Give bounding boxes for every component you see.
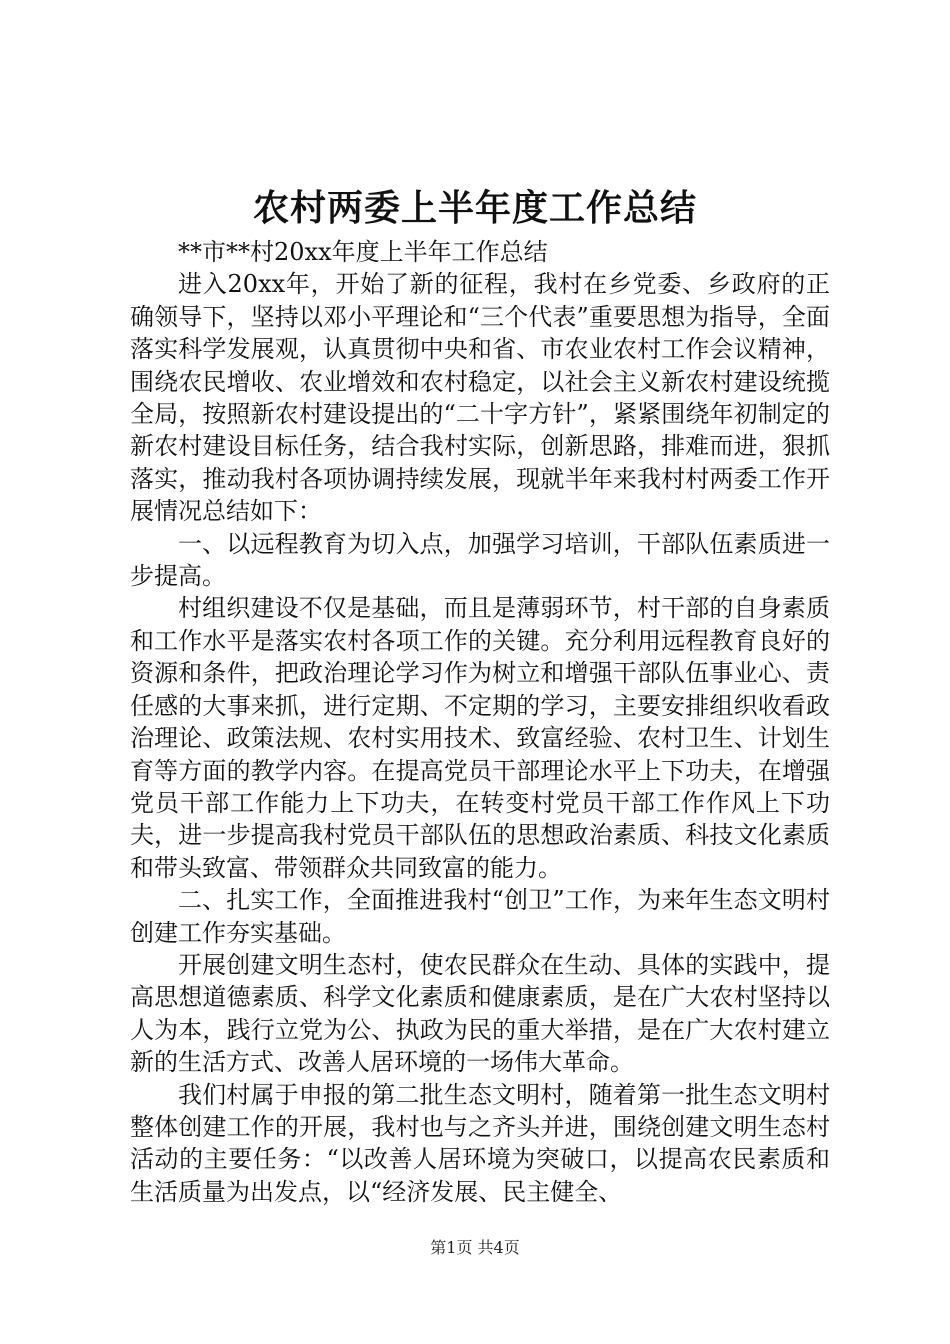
section-heading-1: 一、以远程教育为切入点，加强学习培训，干部队伍素质进一步提高。 [130,529,830,591]
body-paragraph: 我们村属于申报的第二批生态文明村，随着第一批生态文明村整体创建工作的开展，我村也与之齐头并进，围绕创建文明生态村活动的主要任务：“以改善人居环境为突破口，以提高农民素质和生活质量为出发点，以“经济发展、民主健全、 [130,1080,830,1206]
intro-paragraph: 进入20xx年，开始了新的征程，我村在乡党委、乡政府的正确领导下，坚持以邓小平理论和“三个代表”重要思想为指导，全面落实科学发展观，认真贯彻中央和省、市农业农村工作会议精神，围绕农民增收、农业增效和农村稳定，以社会主义新农村建设统揽全局，按照新农村建设提出的“二十字方针”，紧紧围绕年初制定的新农村建设目标任务，结合我村实际，创新思路，排难而进，狠抓落实，推动我村各项协调持续发展，现就半年来我村村两委工作开展情况总结如下： [130,270,830,526]
document-title: 农村两委上半年度工作总结 [252,187,697,229]
body-paragraph: 村组织建设不仅是基础，而且是薄弱环节，村干部的自身素质和工作水平是落实农村各项工作的关键。充分利用远程教育良好的资源和条件，把政治理论学习作为树立和增强干部队伍事业心、责任感的大事来抓，进行定期、不定期的学习，主要安排组织收看政治理论、政策法规、农村实用技术、致富经验、农村卫生、计划生育等方面的教学内容。在提高党员干部理论水平上下功夫，在增强党员干部工作能力上下功夫，在转变村党员干部工作作风上下功夫，进一步提高我村党员干部队伍的思想政治素质、科技文化素质和带头致富、带领群众共同致富的能力。 [130,594,830,882]
page-footer: 第1页 共4页 [430,1238,520,1257]
subtitle-paragraph: **市**村20xx年度上半年工作总结 [178,238,548,266]
section-heading-2: 二、扎实工作，全面推进我村“创卫”工作，为来年生态文明村创建工作夯实基础。 [130,886,830,947]
document-body [130,236,830,1208]
body-paragraph: 开展创建文明生态村，使农民群众在生动、具体的实践中，提高思想道德素质、科学文化素质和健康素质，是在广大农村坚持以人为本，践行立党为公、执政为民的重大举措，是在广大农村建立新的生活方式、改善人居环境的一场伟大革命。 [130,950,830,1077]
